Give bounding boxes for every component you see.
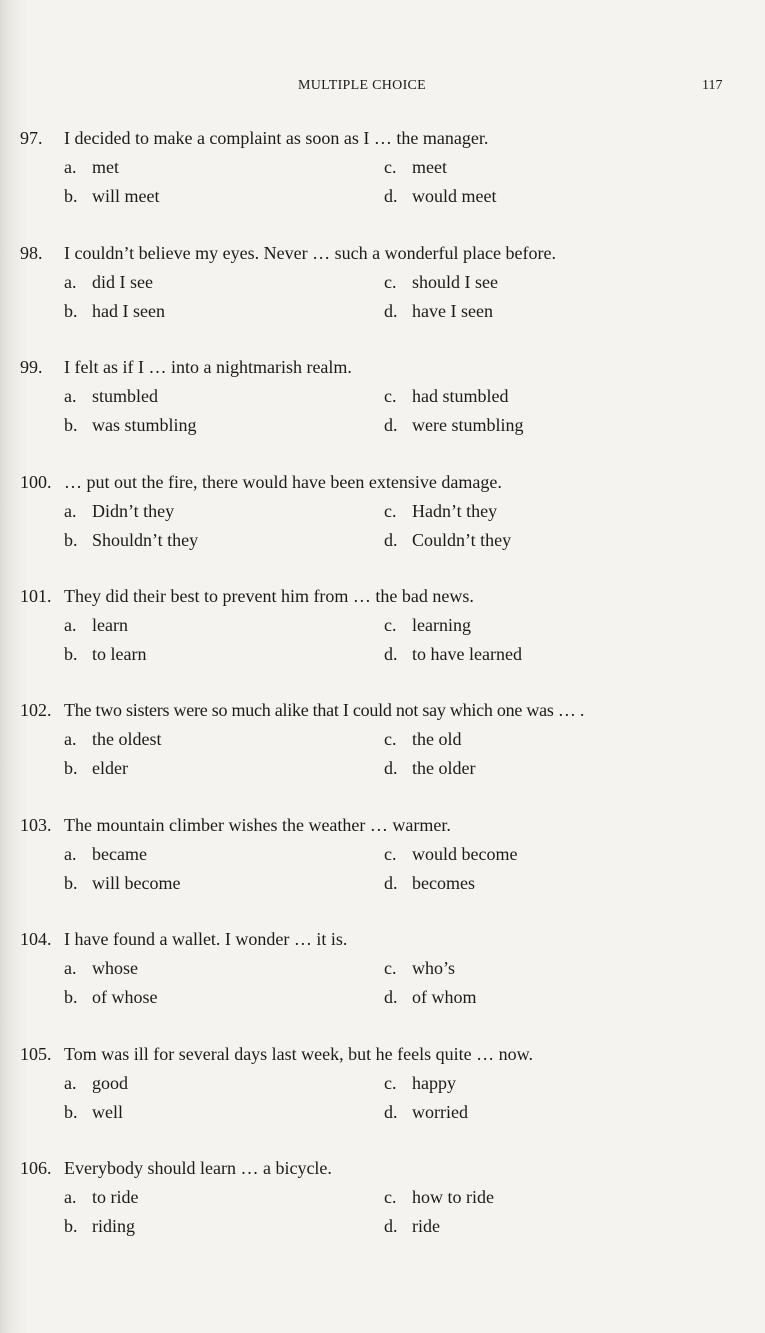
option-letter: d. [384,186,398,206]
question-stem: I decided to make a complaint as soon as I … the manager. [64,128,489,148]
option-text: learning [412,615,471,635]
option-text: the older [412,758,476,778]
option-a [64,156,119,178]
option-letter: d. [384,644,398,664]
option-letter: b. [64,758,78,778]
question-stem: I felt as if I … into a nightmarish realm. [64,357,352,377]
option-letter: d. [384,530,398,550]
question-stem: The two sisters were so much alike that I could not say which one was … . [64,700,585,720]
option-text: will become [92,873,181,893]
option-text: were stumbling [412,415,524,435]
option-text: had I seen [92,301,165,321]
option-d [384,643,522,665]
option-c [384,728,462,750]
option-text: happy [412,1073,456,1093]
option-d [384,1215,440,1237]
option-d [384,300,493,322]
option-text: the old [412,729,462,749]
question-103 [0,814,765,914]
option-letter: d. [384,1102,398,1122]
option-text: meet [412,157,447,177]
option-text: ride [412,1216,440,1236]
option-text: to learn [92,644,147,664]
question-number: 97. [20,128,43,148]
option-c [384,957,455,979]
option-a [64,614,128,636]
option-letter: c. [384,615,397,635]
option-letter: a. [64,615,77,635]
option-text: Didn’t they [92,501,175,521]
option-text: did I see [92,272,153,292]
option-text: learn [92,615,128,635]
option-b [64,643,146,665]
option-text: would meet [412,186,497,206]
option-d [384,414,523,436]
question-number: 105. [20,1044,52,1064]
question-stem: Everybody should learn … a bicycle. [64,1158,332,1178]
option-text: how to ride [412,1187,494,1207]
option-text: whose [92,958,138,978]
option-a [64,1072,128,1094]
option-letter: b. [64,873,78,893]
option-text: who’s [412,958,456,978]
question-number: 103. [20,815,52,835]
option-letter: c. [384,844,397,864]
option-letter: a. [64,729,77,749]
option-letter: d. [384,1216,398,1236]
option-a [64,728,162,750]
question-number: 104. [20,929,52,949]
option-letter: a. [64,501,77,521]
option-c [384,156,447,178]
option-letter: b. [64,301,78,321]
page-number: 117 [702,78,723,93]
option-b [64,185,159,207]
option-text: became [92,844,147,864]
question-stem: The mountain climber wishes the weather … warmer. [64,815,451,835]
option-a [64,500,174,522]
option-text: worried [412,1102,468,1122]
question-number: 98. [20,243,43,263]
option-b [64,1101,123,1123]
option-letter: a. [64,386,77,406]
option-text: the oldest [92,729,162,749]
question-number: 99. [20,357,43,377]
option-text: to have learned [412,644,522,664]
option-letter: a. [64,1187,77,1207]
question-stem: I have found a wallet. I wonder … it is. [64,929,348,949]
option-letter: c. [384,1073,397,1093]
option-text: of whose [92,987,158,1007]
option-letter: c. [384,386,397,406]
option-d [384,529,511,551]
question-stem: … put out the fire, there would have been extensive damage. [64,472,502,492]
option-letter: b. [64,987,78,1007]
option-text: will meet [92,186,160,206]
option-letter: d. [384,301,398,321]
option-text: riding [92,1216,135,1236]
question-number: 100. [20,472,52,492]
option-letter: a. [64,958,77,978]
option-c [384,1186,494,1208]
option-text: stumbled [92,386,158,406]
option-a [64,271,153,293]
option-text: well [92,1102,123,1122]
option-text: to ride [92,1187,139,1207]
question-100 [0,471,765,571]
option-letter: c. [384,1187,397,1207]
option-b [64,300,165,322]
option-letter: d. [384,415,398,435]
option-a [64,843,147,865]
option-letter: b. [64,644,78,664]
option-letter: b. [64,1216,78,1236]
option-c [384,500,497,522]
option-text: should I see [412,272,498,292]
option-d [384,872,475,894]
option-d [384,185,496,207]
option-letter: d. [384,873,398,893]
option-c [384,843,517,865]
option-b [64,872,180,894]
option-c [384,614,471,636]
question-99 [0,356,765,456]
option-d [384,1101,468,1123]
option-d [384,757,475,779]
option-text: had stumbled [412,386,509,406]
page-header [0,78,765,98]
option-a [64,957,138,979]
option-text: was stumbling [92,415,197,435]
option-a [64,385,158,407]
question-105 [0,1043,765,1143]
option-b [64,986,158,1008]
option-text: of whom [412,987,477,1007]
option-b [64,757,128,779]
option-c [384,1072,456,1094]
option-text: good [92,1073,128,1093]
option-letter: b. [64,1102,78,1122]
option-b [64,1215,135,1237]
option-text: Couldn’t they [412,530,512,550]
option-text: Shouldn’t they [92,530,199,550]
option-b [64,529,198,551]
option-letter: a. [64,157,77,177]
option-letter: d. [384,758,398,778]
question-102 [0,699,765,799]
option-letter: d. [384,987,398,1007]
option-letter: a. [64,272,77,292]
option-text: have I seen [412,301,493,321]
option-letter: c. [384,157,397,177]
question-101 [0,585,765,685]
question-number: 101. [20,586,52,606]
option-text: would become [412,844,518,864]
question-97 [0,127,765,227]
option-c [384,385,509,407]
option-letter: c. [384,501,397,521]
option-letter: b. [64,415,78,435]
option-letter: c. [384,272,397,292]
question-number: 106. [20,1158,52,1178]
option-letter: a. [64,1073,77,1093]
option-text: Hadn’t they [412,501,498,521]
option-c [384,271,498,293]
running-head: MULTIPLE CHOICE [298,78,427,93]
question-number: 102. [20,700,52,720]
option-letter: a. [64,844,77,864]
option-letter: c. [384,958,397,978]
question-106 [0,1157,765,1257]
question-104 [0,928,765,1028]
question-stem: Tom was ill for several days last week, but he feels quite … now. [64,1044,533,1064]
option-letter: b. [64,530,78,550]
option-text: becomes [412,873,475,893]
question-stem: I couldn’t believe my eyes. Never … such a wonderful place before. [64,243,556,263]
option-a [64,1186,139,1208]
option-text: elder [92,758,128,778]
option-d [384,986,477,1008]
question-98 [0,242,765,342]
option-letter: c. [384,729,397,749]
question-stem: They did their best to prevent him from … the bad news. [64,586,474,606]
option-letter: b. [64,186,78,206]
option-b [64,414,197,436]
option-text: met [92,157,119,177]
